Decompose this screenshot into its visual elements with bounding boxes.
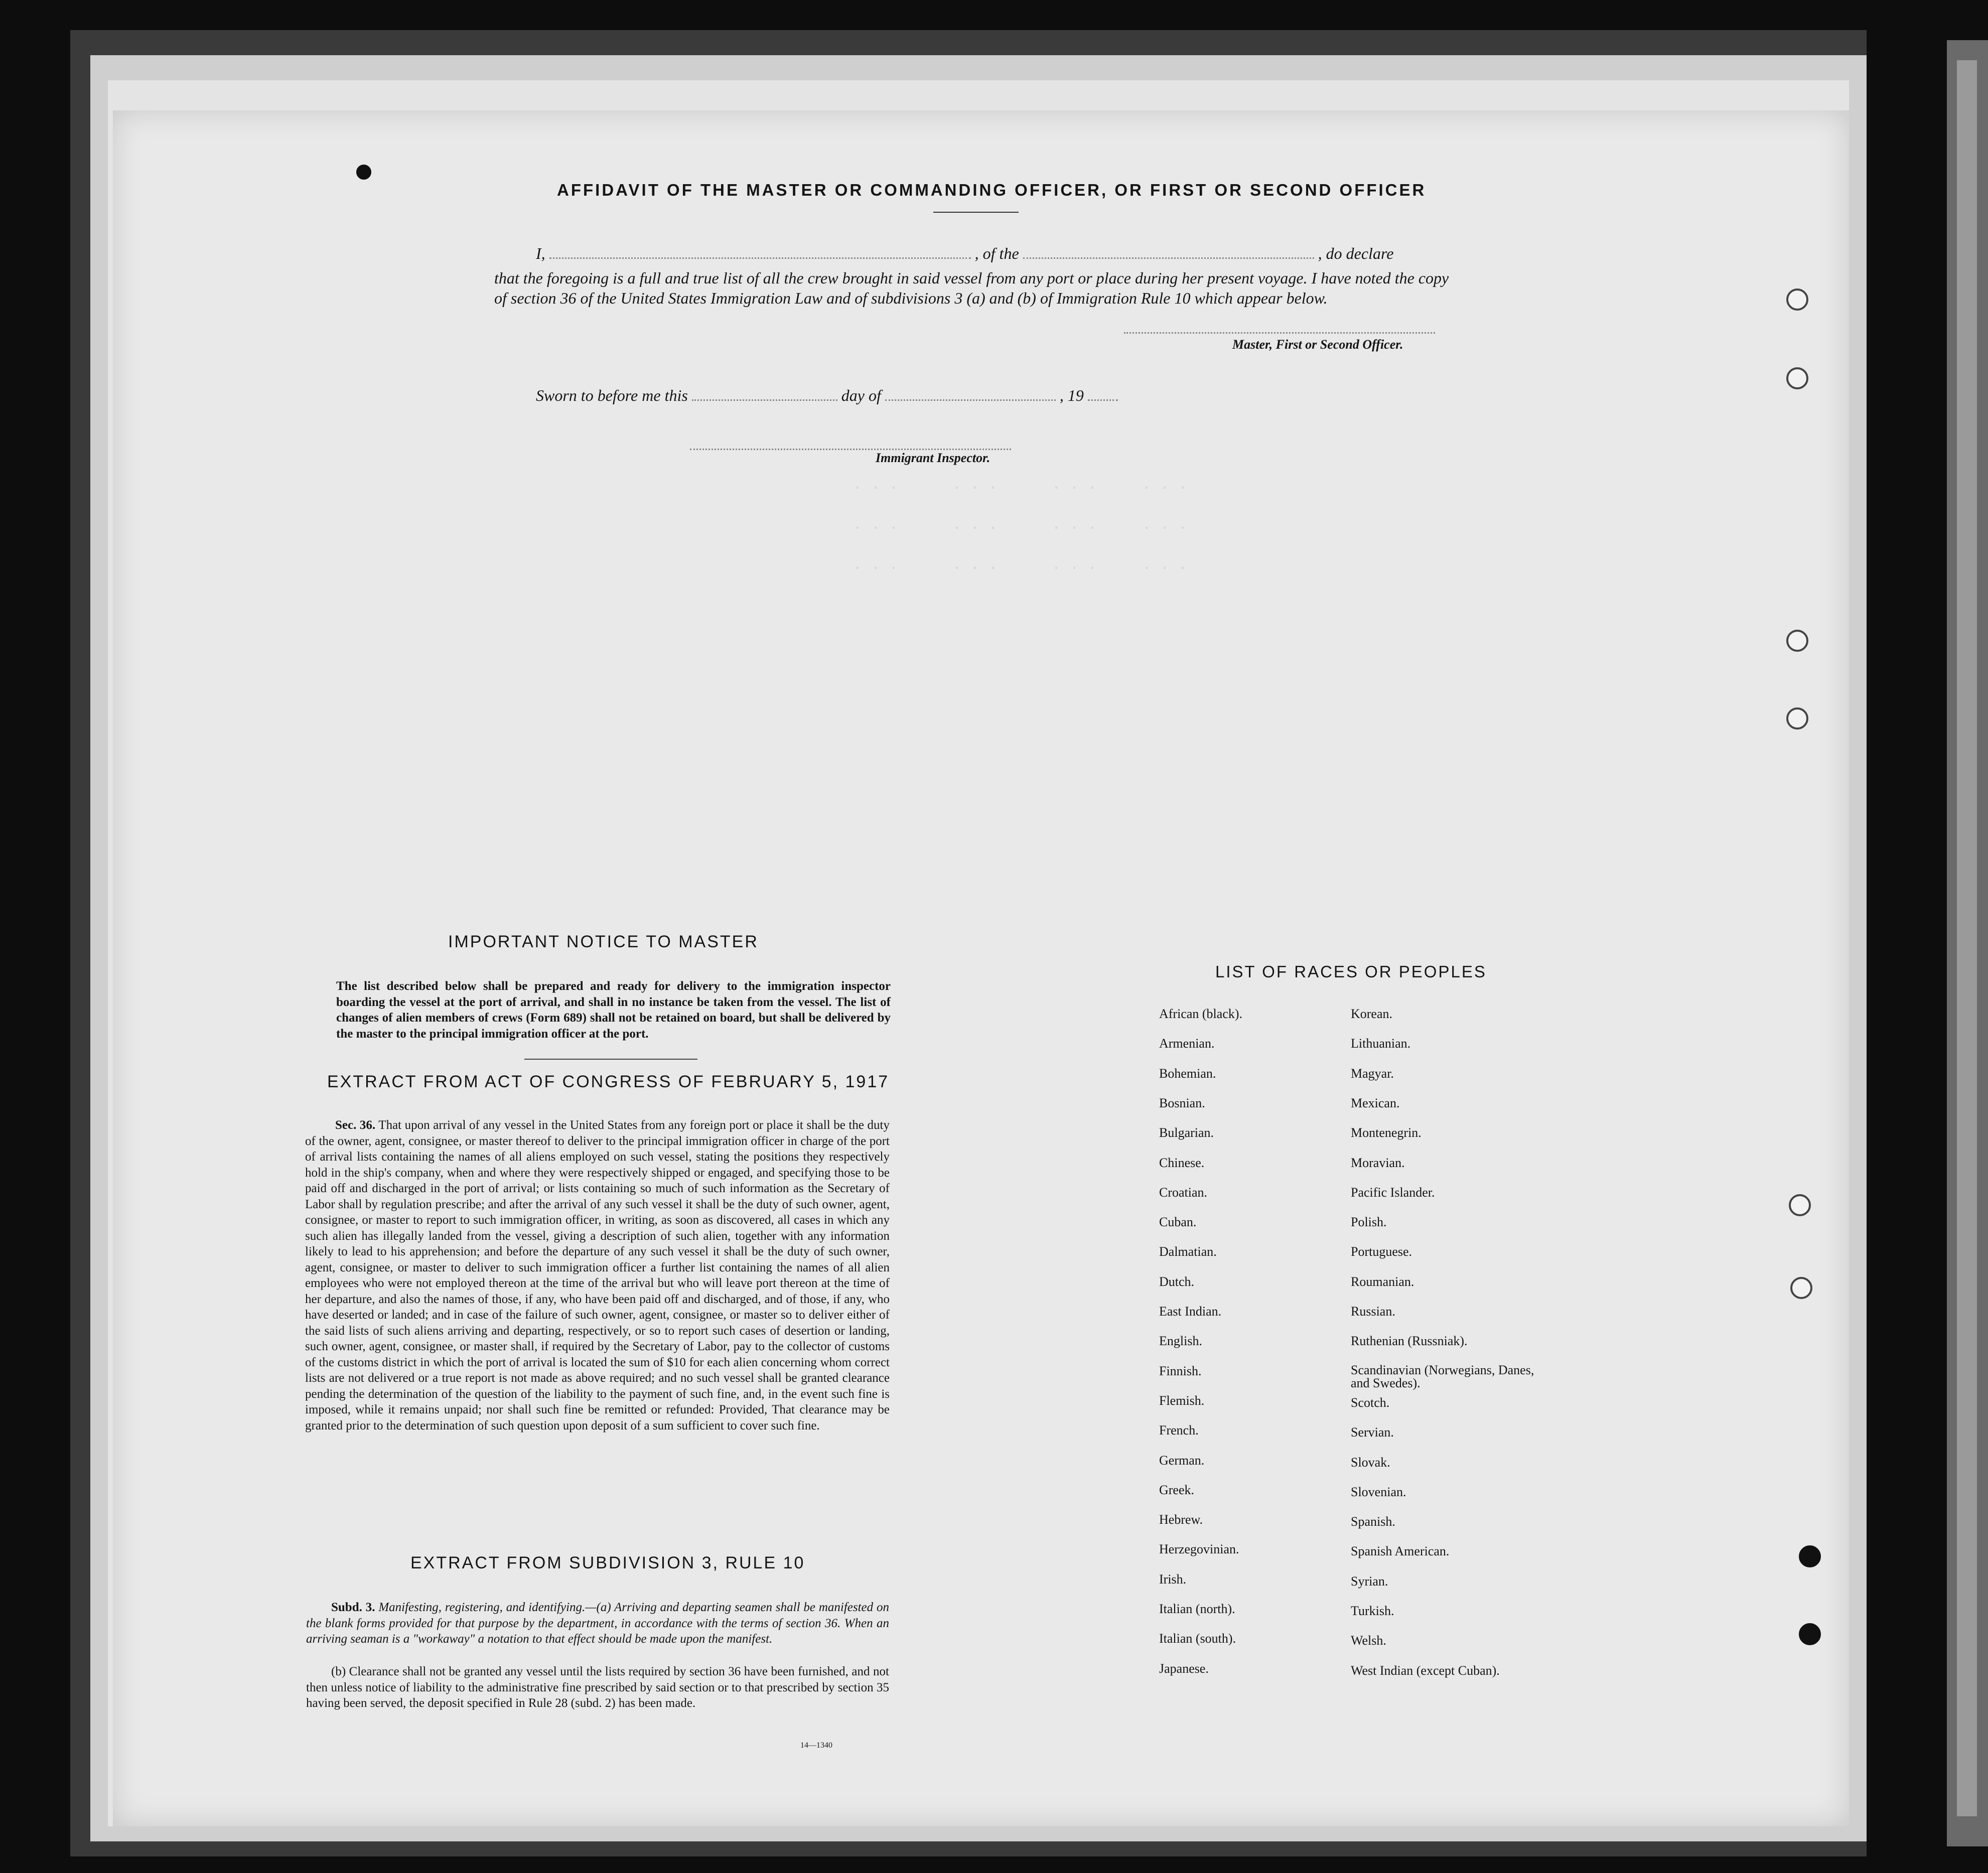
binder-hole — [356, 165, 371, 180]
race-item: Mexican. — [1351, 1096, 1400, 1110]
race-item: Lithuanian. — [1351, 1036, 1411, 1051]
race-item: Roumanian. — [1351, 1274, 1414, 1289]
races-heading: LIST OF RACES OR PEOPLES — [1215, 962, 1487, 981]
race-item: Montenegrin. — [1351, 1125, 1422, 1140]
race-item: English. — [1159, 1334, 1202, 1348]
race-item: East Indian. — [1159, 1304, 1222, 1319]
race-item: German. — [1159, 1453, 1205, 1468]
race-item: Korean. — [1351, 1006, 1393, 1021]
race-item: Greek. — [1159, 1483, 1195, 1497]
affidavit-title: AFFIDAVIT OF THE MASTER OR COMMANDING OFFICER, OR FIRST OR SECOND OFFICER — [557, 181, 1427, 199]
race-item: Slovenian. — [1351, 1485, 1406, 1499]
race-item: Ruthenian (Russniak). — [1351, 1334, 1468, 1348]
sworn-day-field[interactable] — [692, 399, 837, 401]
race-item: Scandinavian (Norwegians, Danes, and Swedes). — [1351, 1363, 1534, 1390]
race-item: Irish. — [1159, 1572, 1187, 1587]
race-item: Cuban. — [1159, 1215, 1197, 1229]
race-item: Polish. — [1351, 1215, 1387, 1229]
race-item: French. — [1159, 1423, 1199, 1437]
sworn-day-of-label: day of — [841, 386, 881, 404]
binder-hole — [1790, 1277, 1812, 1299]
binder-hole — [1786, 367, 1808, 389]
race-item: Moravian. — [1351, 1156, 1405, 1170]
rule-subd-a-text: Manifesting, registering, and identifying.—(a) Arriving and departing seamen shall be manifested on the blank forms provided for that purpose by the department, in accordance with the terms of section 36. When an arriving seaman is a "workaway" a notation to that effect should be made upon the manifest. — [306, 1601, 890, 1646]
master-signature-field[interactable] — [1124, 332, 1435, 334]
race-item: Syrian. — [1351, 1574, 1388, 1589]
binder-hole — [1789, 1194, 1811, 1216]
race-item: Italian (north). — [1159, 1602, 1235, 1616]
inspector-signature-field[interactable] — [690, 449, 1011, 450]
rule-subd-b-text: (b) Clearance shall not be granted any vessel until the lists required by section 36 have been furnished, and not then unless notice of liability to the administrative fine prescribed by said section or to that prescribed by section 35 having been served, the deposit specified in Rule 28 (subd. 2) has been made. — [306, 1665, 889, 1710]
race-item: Herzegovinian. — [1159, 1542, 1239, 1556]
race-item: Finnish. — [1159, 1364, 1202, 1378]
title-underline — [933, 212, 1019, 213]
race-item: Slovak. — [1351, 1455, 1390, 1470]
sworn-month-field[interactable] — [885, 399, 1056, 401]
act-section-lead: Sec. 36. — [335, 1118, 376, 1132]
race-item: West Indian (except Cuban). — [1351, 1663, 1500, 1678]
race-item: Flemish. — [1159, 1393, 1205, 1408]
binder-hole — [1786, 707, 1808, 730]
master-signature-caption: Master, First or Second Officer. — [1232, 337, 1403, 352]
notice-heading: IMPORTANT NOTICE TO MASTER — [448, 932, 759, 951]
binder-hole — [1786, 289, 1808, 311]
affidavit-statement: that the foregoing is a full and true list of all the crew brought in said vessel from any port or place during her present voyage. I have noted the copy of section 36 of the United States Immigration Law and of subdivisions 3 (a) and (b) of Immigration Rule 10 which appear below. — [494, 269, 1449, 307]
notice-text: The list described below shall be prepared and ready for delivery to the immigration inspector boarding the vessel at the port of arrival, and shall in no instance be taken from the vessel. The list of changes of alien members of crews (Form 689) shall not be retained on board, but shall be delivered by the master to the principal immigration officer at the port. — [336, 979, 891, 1041]
race-item: Dutch. — [1159, 1274, 1195, 1289]
inspector-caption: Immigrant Inspector. — [876, 451, 990, 465]
race-item: Spanish. — [1351, 1514, 1395, 1529]
race-item: Italian (south). — [1159, 1631, 1236, 1646]
race-item: Armenian. — [1159, 1036, 1215, 1051]
binder-hole — [1786, 630, 1808, 652]
binder-hole — [1799, 1623, 1821, 1645]
declare-i-label: I, — [536, 244, 545, 262]
race-item: Dalmatian. — [1159, 1244, 1217, 1259]
race-item: Portuguese. — [1351, 1244, 1412, 1259]
race-item: Bosnian. — [1159, 1096, 1205, 1110]
declare-end-label: , do declare — [1318, 244, 1394, 262]
race-item: Japanese. — [1159, 1661, 1209, 1676]
race-item: Spanish American. — [1351, 1544, 1450, 1558]
race-item: Servian. — [1351, 1425, 1394, 1439]
binder-hole — [1799, 1545, 1821, 1567]
declaration-line — [536, 244, 1393, 263]
act-heading: EXTRACT FROM ACT OF CONGRESS OF FEBRUARY 5, 1917 — [327, 1072, 890, 1091]
race-item: Bulgarian. — [1159, 1125, 1214, 1140]
race-item: Chinese. — [1159, 1156, 1205, 1170]
sworn-year-label: , 19 — [1059, 386, 1084, 404]
rule-text-a — [306, 1600, 889, 1647]
race-item: Croatian. — [1159, 1185, 1208, 1200]
declare-of-the-label: , of the — [974, 244, 1019, 262]
race-item: Hebrew. — [1159, 1512, 1203, 1527]
vessel-name-field[interactable] — [1023, 257, 1314, 259]
form-number: 14—1340 — [800, 1741, 832, 1750]
race-item: Turkish. — [1351, 1604, 1394, 1618]
scan-edge-right-inner — [1957, 60, 1977, 1816]
race-item: African (black). — [1159, 1006, 1243, 1021]
act-section-text: That upon arrival of any vessel in the United States from any foreign port or place it shall be the duty of the owner, agent, consignee, or master thereof to deliver to the principal immigration officer in charge of the port of arrival lists containing the names of all aliens employed on such vessel, stating the positions they respectively hold in the ship's company, when and where they were respectively shipped or engaged, and specifying those to be paid off and discharged in the port of arrival; or lists containing so much of such information as the Secretary of Labor shall by regulation prescribe; and after the arrival of any such vessel it shall be the duty of such owner, agent, consignee, or master to report to such immigration officer, in writing, as soon as discovered, all cases in which any such alien has illegally landed from the vessel, giving a description of such alien, together with any information likely to lead to his apprehension; and before the departure of any such vessel it shall be the duty of such owner, agent, consignee, or master to deliver to such immigration officer a further list containing the names of all alien employees who were not employed thereon at the time of the arrival but who will leave port thereon at the time of her departure, and also the names of those, if any, who have been paid off and discharged, and of those, if any, who have deserted or landed; and in case of the failure of such owner, agent, consignee, or master so to deliver either of the said lists of such aliens arriving and departing, respectively, or so to report such cases of desertion or landing, such owner, agent, consignee, or master shall, if required by the Secretary of Labor, pay to the collector of customs of the customs district in which the port of arrival is located the sum of $10 for each alien concerning whom correct lists are not delivered or a true report is not made as above required; and no such vessel shall be granted clearance pending the determination of the question of the liability to the payment of such fine, and, in the event such fine is imposed, while it remains unpaid; nor shall such fine be remitted or refunded: Provided, That clearance may be granted prior to the determination of such question upon deposit of a sum sufficient to cover such fine. — [305, 1118, 890, 1432]
rule-subd-lead: Subd. 3. — [331, 1601, 375, 1614]
race-item: Scotch. — [1351, 1395, 1390, 1410]
form-page — [113, 110, 1849, 1826]
notice-divider — [524, 1059, 697, 1060]
sworn-prefix-label: Sworn to before me this — [536, 386, 688, 404]
act-text — [305, 1117, 890, 1433]
sworn-line — [536, 386, 1118, 405]
sworn-year-field[interactable] — [1088, 399, 1118, 401]
officer-name-field[interactable] — [549, 257, 971, 259]
rule-heading: EXTRACT FROM SUBDIVISION 3, RULE 10 — [410, 1553, 805, 1572]
race-item: Russian. — [1351, 1304, 1395, 1319]
race-item: Pacific Islander. — [1351, 1185, 1435, 1200]
race-item: Welsh. — [1351, 1633, 1386, 1648]
race-item: Magyar. — [1351, 1066, 1394, 1081]
race-item: Bohemian. — [1159, 1066, 1216, 1081]
